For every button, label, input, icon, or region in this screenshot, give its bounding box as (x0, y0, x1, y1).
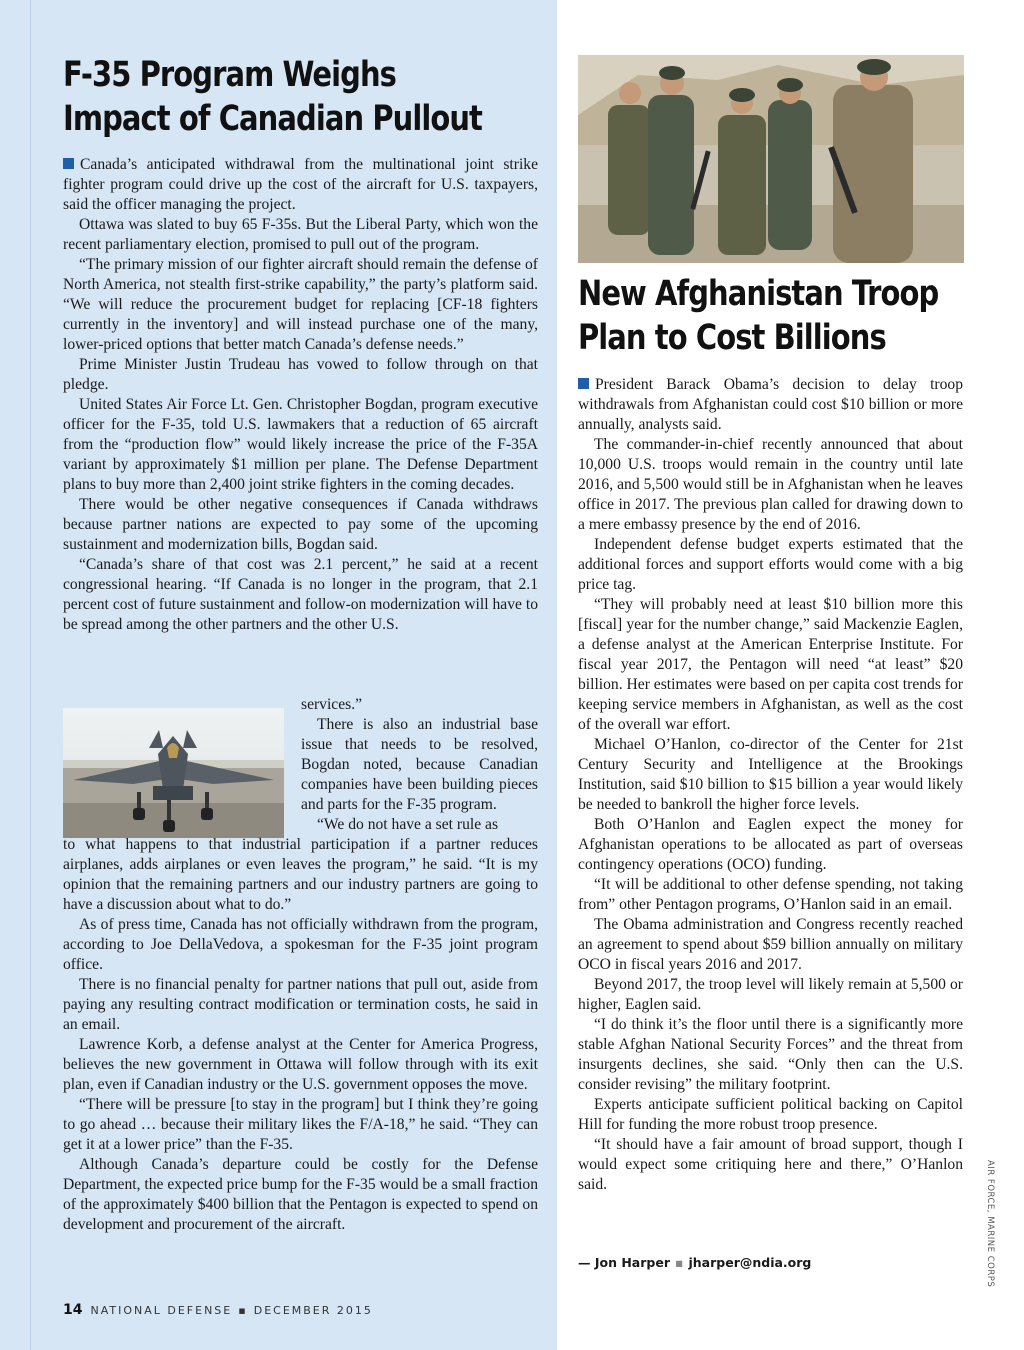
bullet-square-icon (63, 158, 74, 169)
left-paragraph: to what happens to that industrial participation if a partner reduces airplanes, adds airplanes or even leaves the program,” he said. “It is my opinion that the remaining partners and our industry partners are going to have a discussion about what to do.” (63, 836, 538, 913)
left-headline-line1: F-35 Program Weighs (63, 55, 397, 95)
page-number: 14 (63, 1302, 83, 1318)
right-paragraph: Both O’Hanlon and Eaglen expect the money for Afghanistan operations to be allocated as part of overseas contingency operations (OCO) funding. (578, 816, 963, 873)
left-headline (63, 53, 541, 141)
left-paragraph: Ottawa was slated to buy 65 F-35s. But the Liberal Party, which won the recent parliamentary election, promised to pull out of the program. (63, 216, 538, 253)
right-paragraph: Beyond 2017, the troop level will likely remain at 5,500 or higher, Eaglen said. (578, 976, 963, 1013)
left-paragraph: As of press time, Canada has not officially withdrawn from the program, according to Joe DellaVedova, a spokesman for the F-35 joint program office. (63, 916, 538, 973)
left-wrap-services: services.” (301, 696, 363, 713)
left-paragraph: There is no financial penalty for partner nations that pull out, aside from paying any resulting contract modification or termination costs, he said in an email. (63, 976, 538, 1033)
left-headline-line2: Impact of Canadian Pullout (63, 99, 482, 139)
publication-name: NATIONAL DEFENSE (90, 1304, 233, 1317)
troops-photo (578, 55, 964, 263)
left-wrap-paragraph: There is also an industrial base issue that needs to be resolved, Bogdan noted, because Canadian companies have been building pieces and parts for the F-35 program. (301, 716, 538, 813)
left-lead-paragraph: Canada’s anticipated withdrawal from the multinational joint strike fighter program could drive up the cost of the aircraft for U.S. taxpayers, said the officer managing the project. (63, 156, 538, 213)
left-paragraph: Although Canada’s departure could be costly for the Defense Department, the expected price bump for the F-35 would be a small fraction of the approximately $400 billion that the Pentagon is expected to spend on development and procurement of the aircraft. (63, 1156, 539, 1233)
left-paragraph: “Canada’s share of that cost was 2.1 percent,” he said at a recent congressional hearing. “If Canada is no longer in the program, that 2.1 percent cost of future sustainment and follow-on modernization will have to be spread among the other partners and the other U.S. (63, 556, 538, 633)
left-paragraph: “There will be pressure [to stay in the program] but I think they’re going to go ahead … because their military likes the F/A-18,” he said. “They can get it at a lower price” than the F-35. (63, 1096, 538, 1153)
right-paragraph: “It will be additional to other defense spending, not taking from” other Pentagon programs, O’Hanlon said in an email. (578, 876, 963, 913)
right-paragraph: The commander-in-chief recently announced that about 10,000 U.S. troops would remain in the country until late 2016, and 5,500 would still be in Afghanistan when he leaves office in 2017. The previous plan called for drawing down to a mere embassy presence by the end of 2016. (578, 436, 963, 533)
left-paragraph: Prime Minister Justin Trudeau has vowed to follow through on that pledge. (63, 356, 538, 393)
right-paragraph: Experts anticipate sufficient political backing on Capitol Hill for funding the more robust troop presence. (578, 1096, 963, 1133)
right-paragraph: Michael O’Hanlon, co-director of the Center for 21st Century Security and Intelligence at the Brookings Institution, said $10 billion to $15 billion a year would likely be needed to bankroll the higher force levels. (578, 736, 963, 813)
byline-author: — Jon Harper (578, 1255, 670, 1270)
left-column-top (63, 155, 538, 635)
separator-dot-icon: ▪ (238, 1304, 248, 1317)
left-paragraph: Lawrence Korb, a defense analyst at the Center for America Progress, believes the new government in Ottawa will follow through with its exit plan, even if Canadian industry or the U.S. government opposes the move. (63, 1036, 538, 1093)
byline-email: jharper@ndia.org (688, 1255, 812, 1270)
bullet-square-icon (578, 378, 589, 389)
page-footer (63, 1302, 373, 1318)
right-headline (578, 272, 983, 360)
right-column (578, 375, 963, 1195)
left-paragraph: “The primary mission of our fighter aircraft should remain the defense of North America, not stealth first-strike capability,” the party’s platform said. “We will reduce the procurement budget for replacing [CF-18 fighters currently in the inventory] and will instead purchase one of the many, lower-priced options that better match Canada’s defense needs.” (63, 256, 538, 353)
right-paragraph: “I do think it’s the floor until there is a significantly more stable Afghan National Security Forces” and the threat from insurgents declines, she said. “Only then can the U.S. consider revising” the military footprint. (578, 1016, 963, 1093)
left-column-wrap (301, 695, 538, 835)
left-column-bottom (63, 835, 538, 1235)
right-lead-paragraph: President Barack Obama’s decision to delay troop withdrawals from Afghanistan could cost $10 billion or more annually, analysts said. (578, 376, 963, 433)
left-paragraph: There would be other negative consequences if Canada withdraws because partner nations are expected to pay some of the upcoming sustainment and modernization bills, Bogdan said. (63, 496, 538, 553)
issue-date: DECEMBER 2015 (253, 1304, 373, 1317)
byline (578, 1255, 811, 1270)
right-headline-line2: Plan to Cost Billions (578, 318, 886, 358)
right-paragraph: “They will probably need at least $10 billion more this [fiscal] year for the number change,” said Mackenzie Eaglen, a defense analyst at the American Enterprise Institute. For fiscal year 2017, the Pentagon will need “at least” $20 billion. Her estimates were based on per capita cost trends for keeping service members in Afghanistan, as well as the cost of the overall war effort. (578, 596, 963, 733)
separator-dot-icon: ▪ (675, 1255, 684, 1270)
left-wrap-quote-start: “We do not have a set rule as (317, 816, 499, 833)
right-headline-line1: New Afghanistan Troop (578, 274, 939, 314)
left-paragraph: United States Air Force Lt. Gen. Christopher Bogdan, program executive officer for the F-35, told U.S. lawmakers that a reduction of 65 aircraft from the “production flow” would likely increase the price of the F-35A variant by approximately $1 million per plane. The Defense Department plans to buy more than 2,400 joint strike fighters in the coming decades. (63, 396, 538, 493)
f35-jet-photo (63, 708, 284, 838)
photo-credit: AIR FORCE, MARINE CORPS (985, 1160, 995, 1288)
panel-edge (30, 0, 31, 1350)
right-paragraph: The Obama administration and Congress recently reached an agreement to spend about $59 billion annually on military OCO in fiscal years 2016 and 2017. (578, 916, 963, 973)
right-paragraph: Independent defense budget experts estimated that the additional forces and support efforts would come with a big price tag. (578, 536, 963, 593)
right-paragraph: “It should have a fair amount of broad support, though I would expect some critiquing here and there,” O’Hanlon said. (578, 1136, 963, 1193)
